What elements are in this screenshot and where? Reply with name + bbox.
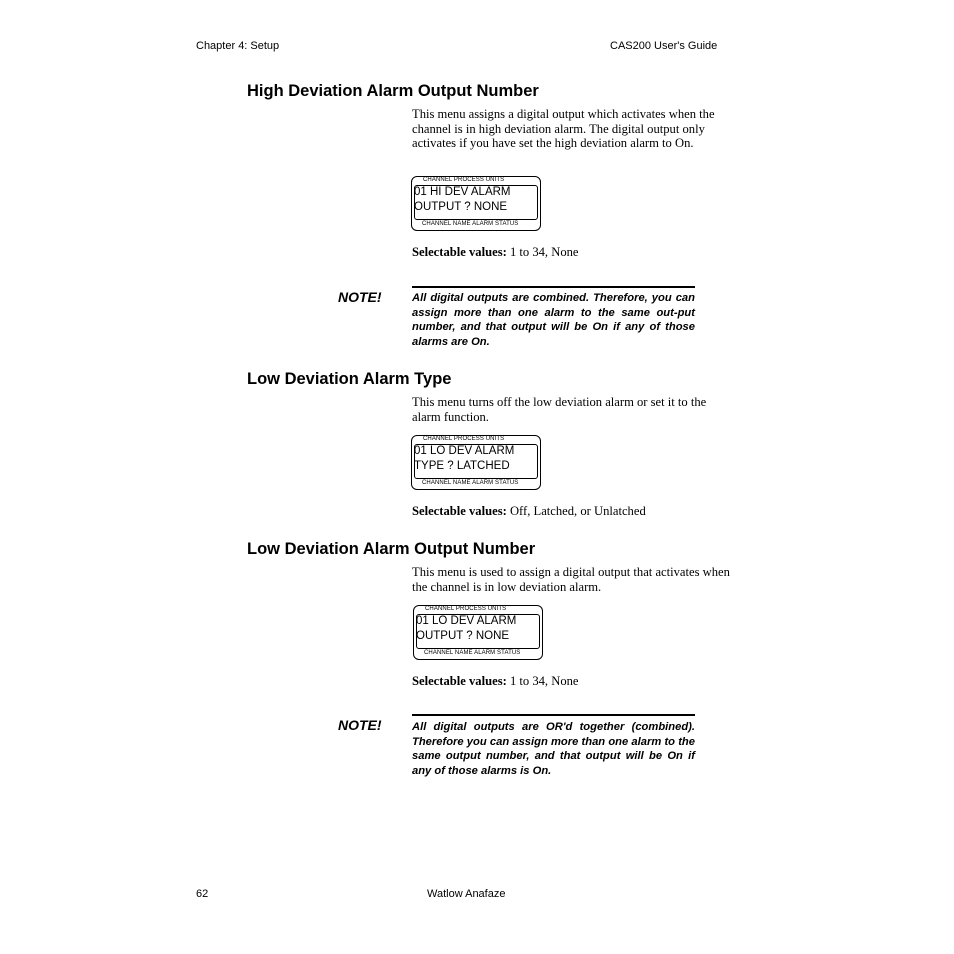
- note-label: NOTE!: [338, 717, 382, 733]
- footer-publisher: Watlow Anafaze: [427, 888, 506, 900]
- selectable-values-hi-dev-output: [412, 245, 579, 260]
- selectable-values-lo-dev-type: [412, 504, 646, 519]
- section-body-hi-dev-output: This menu assigns a digital output which activates when the channel is in high deviation alarm. The digital output only activates if you have set the high deviation alarm to On.: [412, 107, 715, 151]
- lcd-line-2: TYPE ? LATCHED: [414, 460, 510, 472]
- lcd-line-1: 01 LO DEV ALARM: [416, 615, 517, 627]
- selectable-values-label: Selectable values:: [412, 245, 507, 259]
- lcd-line-1: 01 HI DEV ALARM: [414, 186, 511, 198]
- section-body-lo-dev-output: This menu is used to assign a digital output that activates when the channel is in low deviation alarm.: [412, 565, 730, 594]
- lcd-bottom-label: CHANNEL NAME ALARM STATUS: [422, 221, 519, 227]
- page-number: 62: [196, 888, 209, 900]
- lcd-top-label: CHANNEL PROCESS UNITS: [423, 436, 505, 442]
- running-header-chapter: Chapter 4: Setup: [196, 40, 280, 52]
- running-header-title: CAS200 User's Guide: [610, 40, 718, 52]
- selectable-values-value: Off, Latched, or Unlatched: [506, 504, 646, 518]
- lcd-bottom-label: CHANNEL NAME ALARM STATUS: [424, 650, 521, 656]
- selectable-values-label: Selectable values:: [412, 674, 507, 688]
- lcd-top-label: CHANNEL PROCESS UNITS: [423, 177, 505, 183]
- section-heading-lo-dev-output: Low Deviation Alarm Output Number: [247, 540, 536, 558]
- section-heading-hi-dev-output: High Deviation Alarm Output Number: [247, 82, 539, 100]
- note-rule: [412, 714, 695, 716]
- lcd-display-hi-dev-output: [411, 176, 541, 231]
- section-heading-lo-dev-type: Low Deviation Alarm Type: [247, 370, 452, 388]
- lcd-display-lo-dev-output: [413, 605, 543, 660]
- note-text: All digital outputs are combined. Therefore, you can assign more than one alarm to the same out-put number, and that output will be On if any of those alarms are On.: [412, 292, 695, 348]
- selectable-values-value: 1 to 34, None: [506, 245, 579, 259]
- section-body-lo-dev-type: This menu turns off the low deviation alarm or set it to the alarm function.: [412, 395, 707, 424]
- note-label: NOTE!: [338, 289, 382, 305]
- lcd-top-label: CHANNEL PROCESS UNITS: [425, 606, 507, 612]
- lcd-bottom-label: CHANNEL NAME ALARM STATUS: [422, 480, 519, 486]
- lcd-line-2: OUTPUT ? NONE: [416, 630, 510, 642]
- lcd-line-1: 01 LO DEV ALARM: [414, 445, 515, 457]
- lcd-line-2: OUTPUT ? NONE: [414, 201, 508, 213]
- note-rule: [412, 286, 695, 288]
- selectable-values-lo-dev-output: [412, 674, 579, 689]
- selectable-values-value: 1 to 34, None: [506, 674, 579, 688]
- note-text: All digital outputs are OR'd together (combined). Therefore you can assign more than one alarm to the same output number, and that output will be On if any of those alarms is On.: [412, 721, 695, 777]
- lcd-display-lo-dev-type: [411, 435, 541, 490]
- selectable-values-label: Selectable values:: [412, 504, 507, 518]
